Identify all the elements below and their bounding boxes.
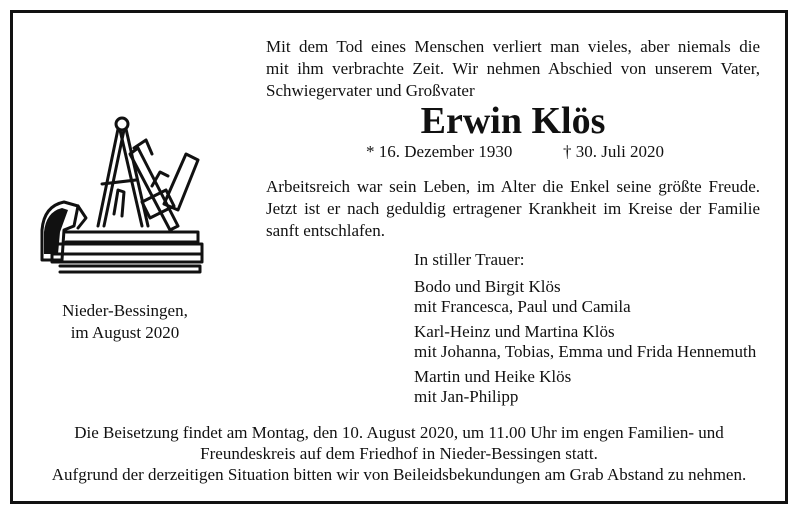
- family-1-names: Bodo und Birgit Klös: [414, 277, 561, 296]
- deceased-name: Erwin Klös: [420, 100, 606, 142]
- carpenter-tools-icon: [38, 114, 208, 284]
- place-town: Nieder-Bessingen,: [62, 301, 188, 320]
- family-2-children: mit Johanna, Tobias, Emma und Frida Hennemuth: [414, 342, 757, 361]
- body-line-3: sanft entschlafen.: [266, 221, 385, 240]
- death-date: † 30. Juli 2020: [563, 142, 665, 161]
- funeral-line-1: Die Beisetzung findet am Montag, den 10. August 2020, um 11.00 Uhr im engen Familien- und: [74, 423, 724, 442]
- family-3-names: Martin und Heike Klös: [414, 367, 572, 386]
- intro-line-2: mit ihm verbrachte Zeit. Wir nehmen Abschied von unserem Vater,: [266, 59, 760, 78]
- intro-line-3: Schwiegervater und Großvater: [266, 81, 475, 100]
- intro-line-1: Mit dem Tod eines Menschen verliert man vieles, aber niemals die: [266, 37, 760, 56]
- mourners-heading: In stiller Trauer:: [414, 250, 525, 269]
- family-1-children: mit Francesca, Paul und Camila: [414, 297, 631, 316]
- family-2-names: Karl-Heinz und Martina Klös: [414, 322, 615, 341]
- place-date: im August 2020: [70, 323, 180, 342]
- funeral-line-3: Aufgrund der derzeitigen Situation bitten wir von Beileidsbekundungen am Grab Abstand zu nehmen.: [51, 465, 747, 484]
- birth-date: * 16. Dezember 1930: [366, 142, 513, 161]
- funeral-line-2: Freundeskreis auf dem Friedhof in Nieder-Bessingen statt.: [200, 444, 598, 463]
- family-3-children: mit Jan-Philipp: [414, 387, 519, 406]
- body-line-1: Arbeitsreich war sein Leben, im Alter die Enkel seine größte Freude.: [266, 177, 760, 196]
- body-line-2: Jetzt ist er nach geduldig ertragener Krankheit im Kreise der Familie: [266, 199, 760, 218]
